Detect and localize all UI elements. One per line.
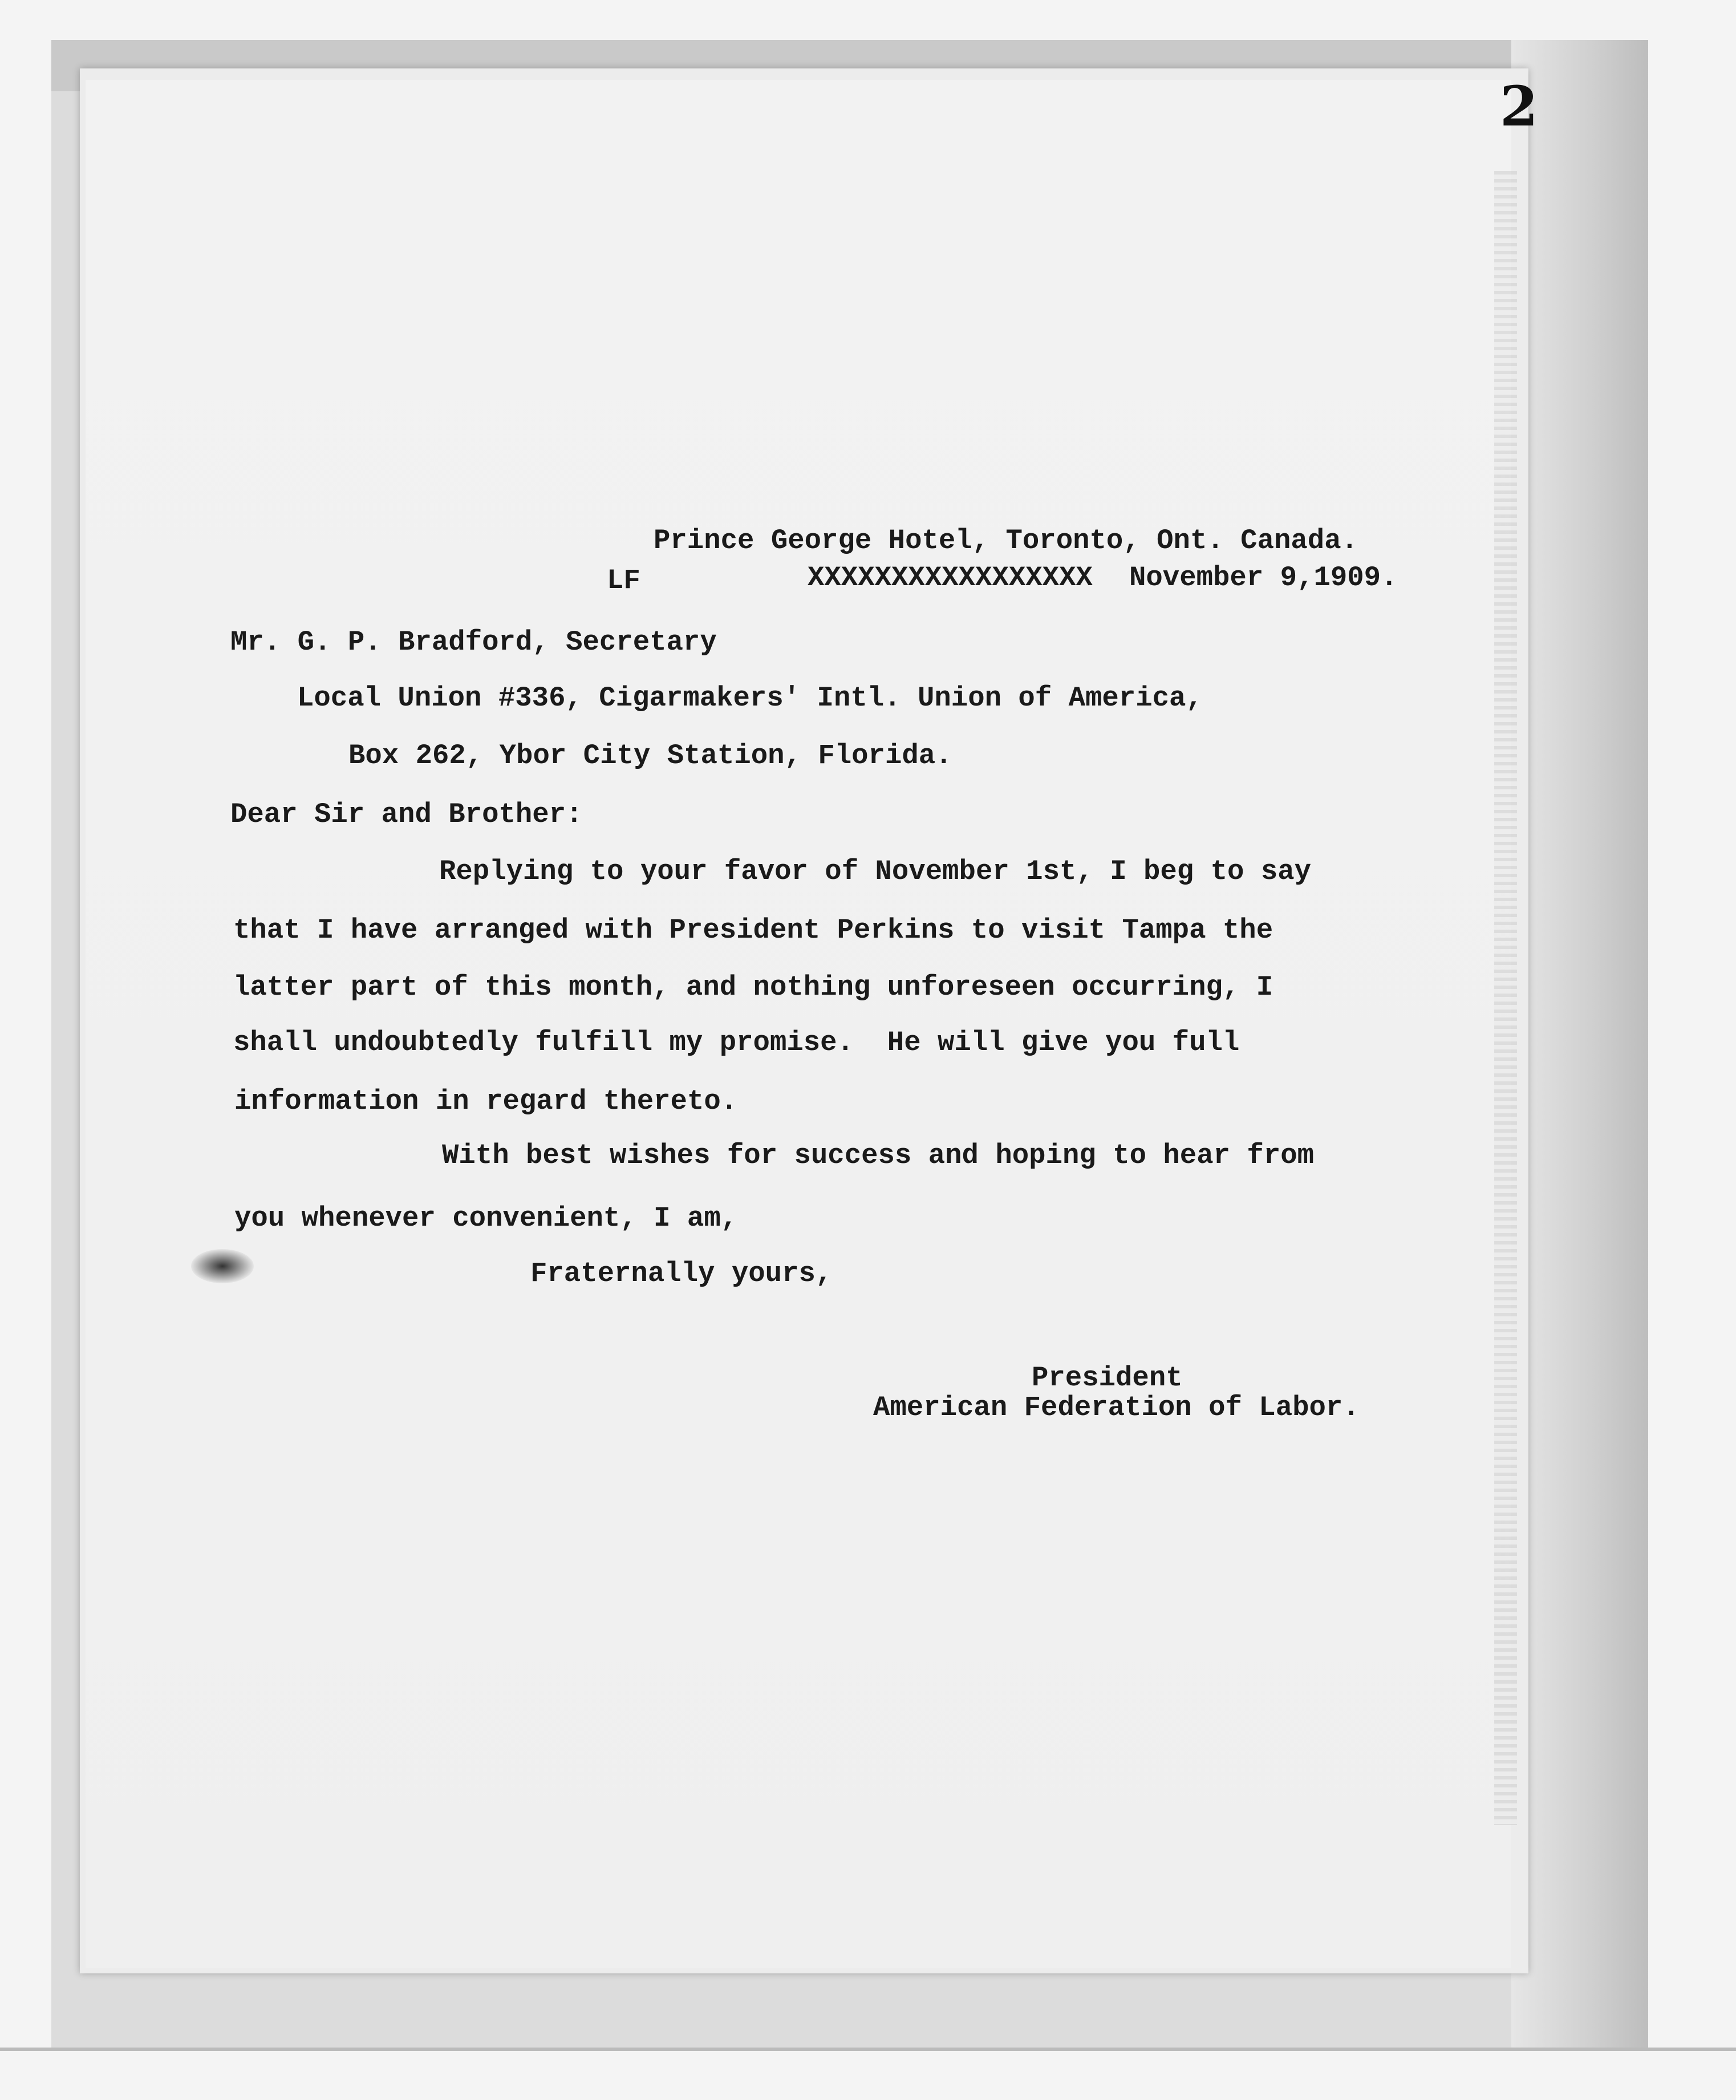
- right-edge-band: [1511, 40, 1648, 2048]
- body-line: information in regard thereto.: [234, 1085, 738, 1117]
- letter-date: November 9,1909.: [1129, 562, 1398, 594]
- body-line: With best wishes for success and hoping to hear from: [442, 1140, 1315, 1171]
- body-line: that I have arranged with President Perkins to visit Tampa the: [233, 914, 1273, 946]
- ink-smudge: [191, 1249, 254, 1283]
- body-line: you whenever convenient, I am,: [234, 1202, 738, 1234]
- heading-place: Prince George Hotel, Toronto, Ont. Canada.: [654, 525, 1358, 557]
- bottom-divider: [0, 2048, 1736, 2051]
- closing: Fraternally yours,: [530, 1258, 833, 1290]
- page-number: 2: [1500, 74, 1538, 139]
- letter-paper: [86, 80, 1511, 1968]
- recipient-union: Local Union #336, Cigarmakers' Intl. Union of America,: [297, 682, 1203, 714]
- paper-edge-shadow: [1494, 171, 1517, 1825]
- body-line: shall undoubtedly fulfill my promise. He will give you full: [233, 1027, 1240, 1059]
- recipient-name: Mr. G. P. Bradford, Secretary: [230, 626, 717, 658]
- signature-organization: American Federation of Labor.: [873, 1392, 1360, 1424]
- body-line: latter part of this month, and nothing unforeseen occurring, I: [233, 971, 1273, 1003]
- salutation: Dear Sir and Brother:: [230, 798, 583, 830]
- recipient-address: Box 262, Ybor City Station, Florida.: [348, 740, 952, 772]
- body-line: Replying to your favor of November 1st, I beg to say: [439, 856, 1312, 887]
- struck-out-text: XXXXXXXXXXXXXXXXX: [808, 562, 1093, 594]
- signature-title: President: [1032, 1362, 1183, 1394]
- reference-initials: LF: [607, 565, 640, 597]
